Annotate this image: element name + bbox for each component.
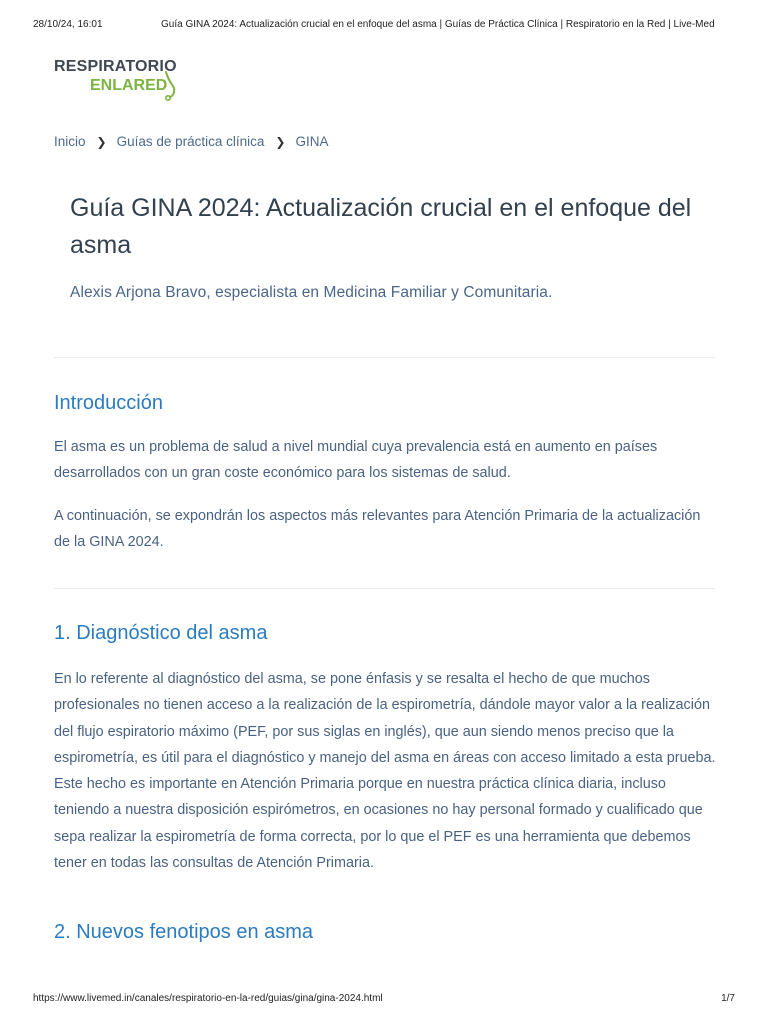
- section-divider: [54, 357, 715, 358]
- breadcrumb-item-guias[interactable]: Guías de práctica clínica: [116, 134, 265, 149]
- breadcrumb: [54, 134, 328, 149]
- stethoscope-icon: [54, 58, 184, 102]
- print-page-title: Guía GINA 2024: Actualización crucial en el enfoque del asma | Guías de Práctica Clínica | Respiratorio en la Red | Live-Med: [161, 19, 715, 30]
- chevron-right-icon: ❯: [275, 134, 286, 149]
- logo-text-enlared: ENLARED: [90, 77, 168, 94]
- print-header: [33, 19, 735, 33]
- chevron-right-icon: ❯: [96, 134, 107, 149]
- breadcrumb-item-gina[interactable]: GINA: [295, 134, 329, 149]
- heading-diagnostico: 1. Diagnóstico del asma: [54, 622, 268, 644]
- print-datetime: 28/10/24, 16:01: [33, 19, 103, 30]
- site-logo[interactable]: [54, 58, 184, 100]
- logo-text-respiratorio: RESPIRATORIO: [54, 58, 177, 75]
- heading-fenotipos: 2. Nuevos fenotipos en asma: [54, 921, 314, 943]
- diagnosis-paragraph-1: En lo referente al diagnóstico del asma, se pone énfasis y se resalta el hecho de que muchos profesionales no tienen acceso a la realización de la espirometría, dándole mayor valor a la realización del flujo espiratorio máximo (PEF, por sus siglas en inglés), que aun siendo menos preciso que la espirometría, es útil para el diagnóstico y manejo del asma en áreas con acceso limitado a esta prueba. Este hecho es importante en Atención Primaria porque en nuestra práctica clínica diaria, incluso teniendo a nuestra disposición espirómetros, en ocasiones no hay personal formado y cualificado que sepa realizar la espirometría de forma correcta, por lo que el PEF es una herramienta que debemos tener en todas las consultas de Atención Primaria.: [54, 671, 716, 872]
- intro-paragraph-1: El asma es un problema de salud a nivel mundial cuya prevalencia está en aumento en países desarrollados con un gran coste económico para los sistemas de salud.: [54, 439, 658, 482]
- section-divider: [54, 588, 715, 589]
- print-url: https://www.livemed.in/canales/respiratorio-en-la-red/guias/gina/gina-2024.html: [33, 993, 383, 1004]
- article-title: Guía GINA 2024: Actualización crucial en el enfoque del asma: [70, 194, 692, 259]
- print-page-number: 1/7: [721, 993, 735, 1004]
- breadcrumb-item-inicio[interactable]: Inicio: [54, 134, 86, 149]
- article-author: Alexis Arjona Bravo, especialista en Medicina Familiar y Comunitaria.: [70, 284, 553, 301]
- intro-paragraph-2: A continuación, se expondrán los aspectos más relevantes para Atención Primaria de la actualización de la GINA 2024.: [54, 508, 701, 551]
- heading-introduccion: Introducción: [54, 392, 163, 414]
